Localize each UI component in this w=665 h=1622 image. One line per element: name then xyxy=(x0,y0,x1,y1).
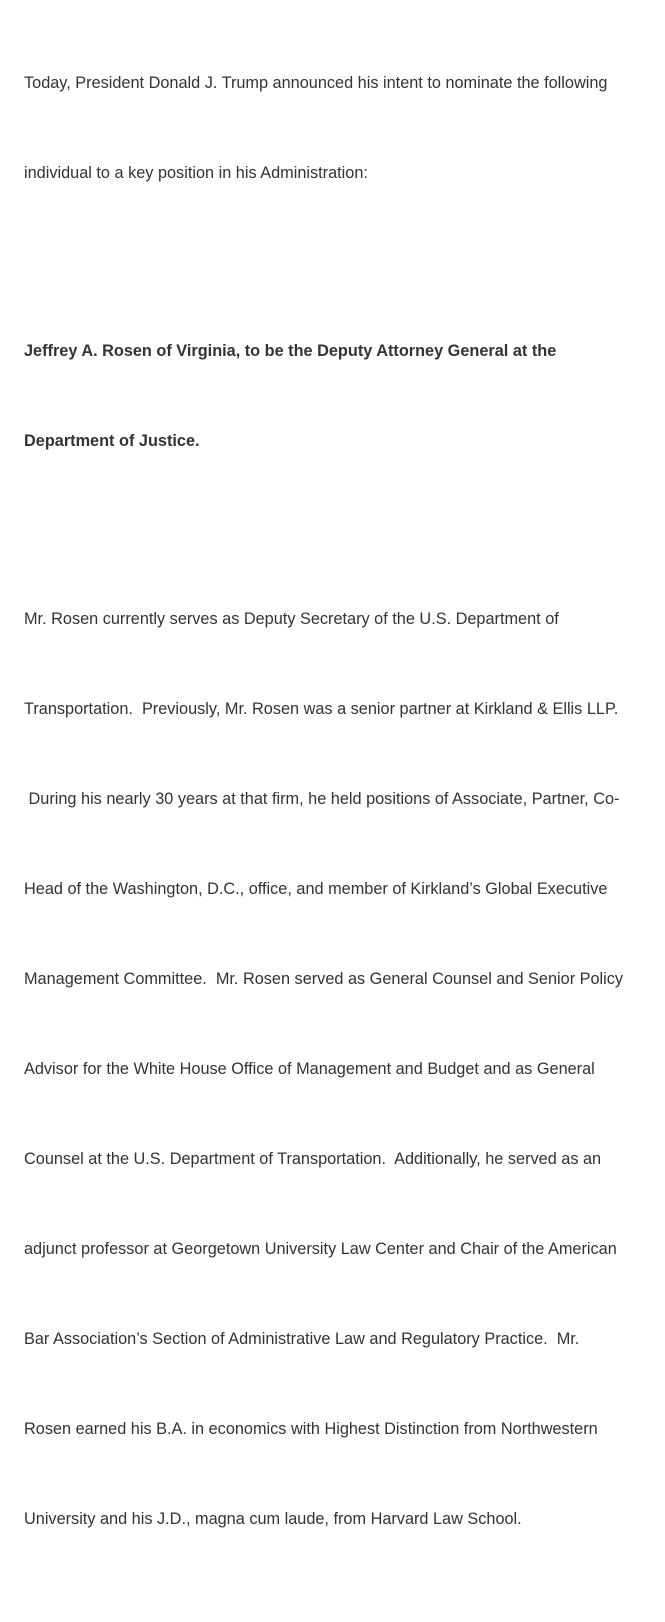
bio-line: Mr. Rosen currently serves as Deputy Secretary of the U.S. Department of xyxy=(24,610,559,628)
bio-line: Counsel at the U.S. Department of Transportation. Additionally, he served as an xyxy=(24,1150,602,1168)
intro-paragraph xyxy=(24,8,644,248)
bio-line: Transportation. Previously, Mr. Rosen was a senior partner at Kirkland & Ellis LLP. xyxy=(24,700,619,718)
intro-line: Today, President Donald J. Trump announced his intent to nominate the following xyxy=(24,74,608,92)
bio-line: University and his J.D., magna cum laude, from Harvard Law School. xyxy=(24,1510,522,1528)
nominee-line: Jeffrey A. Rosen of Virginia, to be the Deputy Attorney General at the xyxy=(24,342,557,360)
bio-line: Head of the Washington, D.C., office, and member of Kirkland’s Global Executive xyxy=(24,880,608,898)
bio-line: Rosen earned his B.A. in economics with Highest Distinction from Northwestern xyxy=(24,1420,598,1438)
intro-line: individual to a key position in his Administration: xyxy=(24,164,368,182)
nominee-paragraph xyxy=(24,276,644,516)
bio-line: During his nearly 30 years at that firm, he held positions of Associate, Partner, Co- xyxy=(24,790,620,808)
bio-line: Advisor for the White House Office of Management and Budget and as General xyxy=(24,1060,595,1078)
bio-line: Management Committee. Mr. Rosen served as General Counsel and Senior Policy xyxy=(24,970,624,988)
nominee-line: Department of Justice. xyxy=(24,432,200,450)
bio-paragraph xyxy=(24,544,644,1594)
bio-line: adjunct professor at Georgetown University Law Center and Chair of the American xyxy=(24,1240,617,1258)
bio-line: Bar Association’s Section of Administrative Law and Regulatory Practice. Mr. xyxy=(24,1330,580,1348)
article-body xyxy=(24,8,644,1622)
